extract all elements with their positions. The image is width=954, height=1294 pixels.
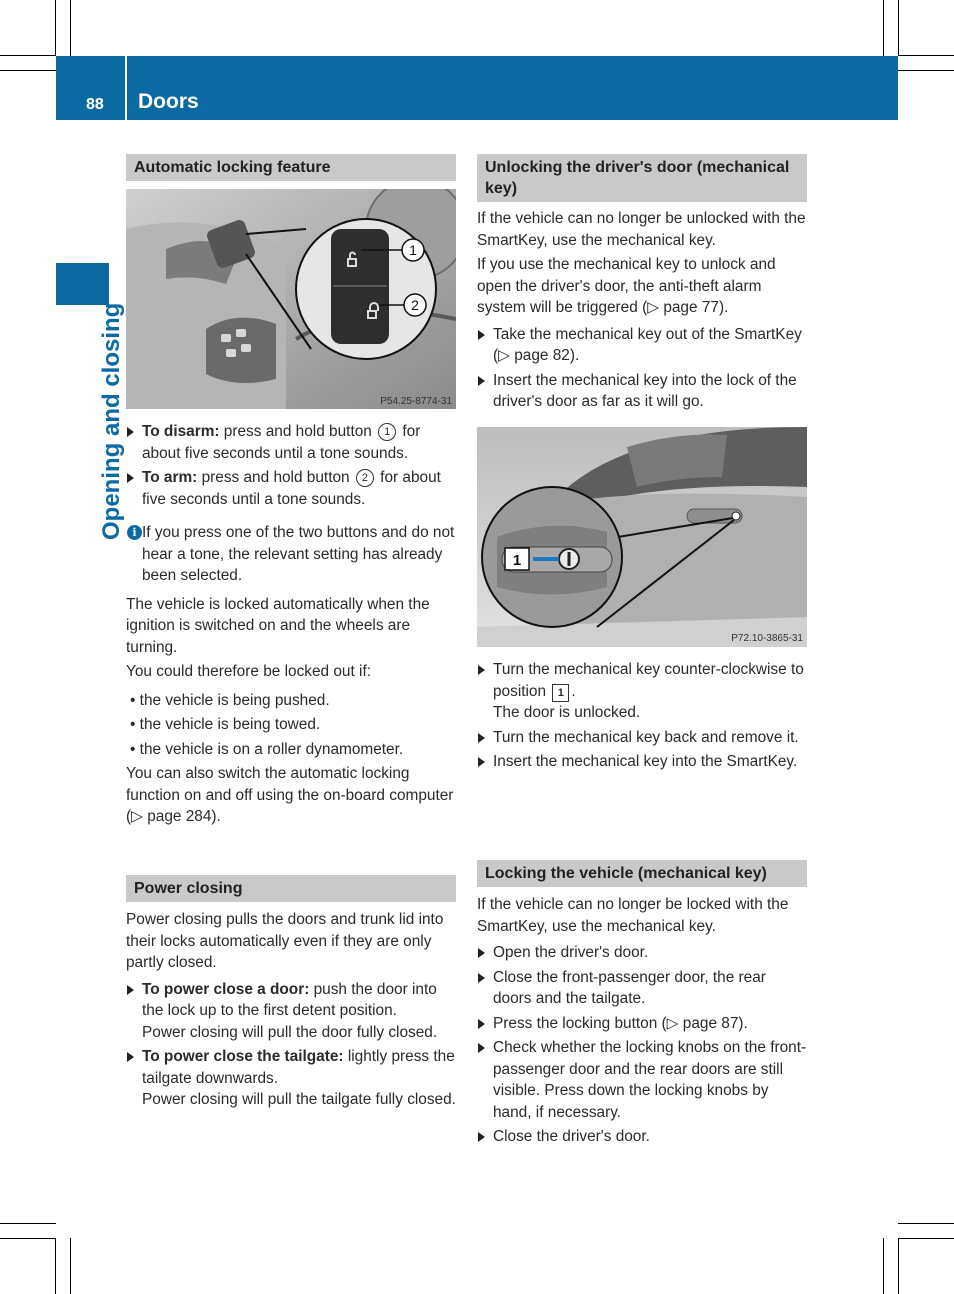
crop-mark	[898, 1238, 899, 1294]
arrow-icon	[478, 1132, 485, 1142]
crop-mark	[898, 1238, 954, 1239]
arrow-icon	[478, 948, 485, 958]
chapter-title: Opening and closing	[98, 302, 125, 540]
crop-mark	[898, 70, 954, 71]
unlocking-steps	[477, 659, 807, 773]
arrow-icon	[478, 330, 485, 340]
arrow-icon	[478, 665, 485, 675]
step-power-close-door: To power close a door: push the door into the lock up to the first detent position. Power closing will pull the door fully closed.	[126, 979, 456, 1044]
arrow-icon	[478, 973, 485, 983]
step: Check whether the locking knobs on the front-passenger door and the rear doors are still visible. Press down the locking knobs by hand, if necessary.	[477, 1037, 807, 1123]
button-1-ref: 1	[378, 423, 396, 441]
section-automatic-locking	[126, 154, 456, 181]
step-disarm: To disarm: press and hold button 1 for about five seconds until a tone sounds.	[126, 421, 456, 464]
crop-mark	[55, 1238, 56, 1294]
arrow-icon	[478, 376, 485, 386]
paragraph: If the vehicle can no longer be locked with the SmartKey, use the mechanical key.	[477, 896, 789, 935]
page-number: 88	[86, 96, 104, 113]
callout-1: 1	[512, 552, 522, 569]
header-divider	[125, 56, 127, 120]
crop-mark	[883, 0, 884, 56]
bullet-item: • the vehicle is on a roller dynamometer.	[130, 740, 404, 758]
crop-mark	[0, 1223, 56, 1224]
callout-2: 2	[411, 297, 419, 313]
step: Take the mechanical key out of the SmartKey (▷ page 82).	[477, 324, 807, 367]
crop-mark	[898, 55, 954, 56]
paragraph: You could therefore be locked out if:	[126, 663, 371, 680]
step: Open the driver's door.	[477, 942, 807, 964]
crop-mark	[898, 1223, 954, 1224]
crop-mark	[0, 1238, 56, 1239]
position-1-ref: 1	[552, 684, 569, 702]
door-buttons-illustration	[126, 189, 456, 409]
button-2-ref: 2	[356, 469, 374, 487]
automatic-locking-body	[126, 421, 456, 828]
callout-1: 1	[409, 242, 417, 258]
step: Insert the mechanical key into the lock of the driver's door as far as it will go.	[477, 370, 807, 413]
step: Close the front-passenger door, the rear doors and the tailgate.	[477, 967, 807, 1010]
crop-mark	[55, 0, 56, 56]
step: Insert the mechanical key into the SmartKey.	[477, 751, 807, 773]
paragraph: If the vehicle can no longer be unlocked with the SmartKey, use the mechanical key.	[477, 210, 806, 249]
section-unlocking	[477, 154, 807, 413]
crop-mark	[0, 70, 56, 71]
arrow-icon	[127, 1052, 134, 1062]
crop-mark	[898, 0, 899, 56]
arrow-icon	[127, 985, 134, 995]
paragraph: Power closing pulls the doors and trunk lid into their locks automatically even if they are only partly closed.	[126, 911, 444, 971]
arrow-icon	[478, 1019, 485, 1029]
section-heading: Power closing	[126, 875, 456, 902]
image-code: P72.10-3865-31	[731, 633, 803, 644]
section-heading: Unlocking the driver's door (mechanical key)	[477, 154, 807, 202]
image-code: P54.25-8774-31	[380, 396, 452, 407]
paragraph: If you use the mechanical key to unlock and open the driver's door, the anti-theft alarm system will be triggered (▷ page 77).	[477, 256, 776, 316]
arrow-icon	[127, 473, 134, 483]
chapter-tab	[56, 263, 109, 305]
info-note: i If you press one of the two buttons and do not hear a tone, the relevant setting has already been selected.	[126, 522, 456, 587]
page-title: Doors	[138, 90, 199, 113]
arrow-icon	[478, 733, 485, 743]
arrow-icon	[478, 757, 485, 767]
arrow-icon	[127, 427, 134, 437]
info-icon: i	[127, 525, 142, 540]
step: Press the locking button (▷ page 87).	[477, 1013, 807, 1035]
crop-mark	[70, 0, 71, 56]
bullet-item: • the vehicle is being towed.	[130, 716, 321, 733]
step-arm: To arm: press and hold button 2 for about five seconds until a tone sounds.	[126, 467, 456, 510]
bullet-item: • the vehicle is being pushed.	[130, 691, 330, 709]
paragraph: You can also switch the automatic locking function on and off using the on-board computer (▷ page 284).	[126, 765, 454, 825]
step: Close the driver's door.	[477, 1126, 807, 1148]
arrow-icon	[478, 1043, 485, 1053]
crop-mark	[0, 55, 56, 56]
section-heading: Automatic locking feature	[126, 154, 456, 181]
section-heading: Locking the vehicle (mechanical key)	[477, 860, 807, 887]
step-power-close-tailgate: To power close the tailgate: lightly press the tailgate downwards. Power closing will pull the tailgate fully closed.	[126, 1046, 456, 1111]
paragraph: The vehicle is locked automatically when the ignition is switched on and the wheels are turning.	[126, 595, 430, 656]
crop-mark	[883, 1238, 884, 1294]
step: Turn the mechanical key back and remove it.	[477, 727, 807, 749]
step: Turn the mechanical key counter-clockwise to position 1 . The door is unlocked.	[477, 659, 807, 724]
crop-mark	[70, 1238, 71, 1294]
car-door-lock-illustration	[477, 427, 807, 647]
section-power-closing	[126, 875, 456, 1111]
section-locking	[477, 860, 807, 1148]
